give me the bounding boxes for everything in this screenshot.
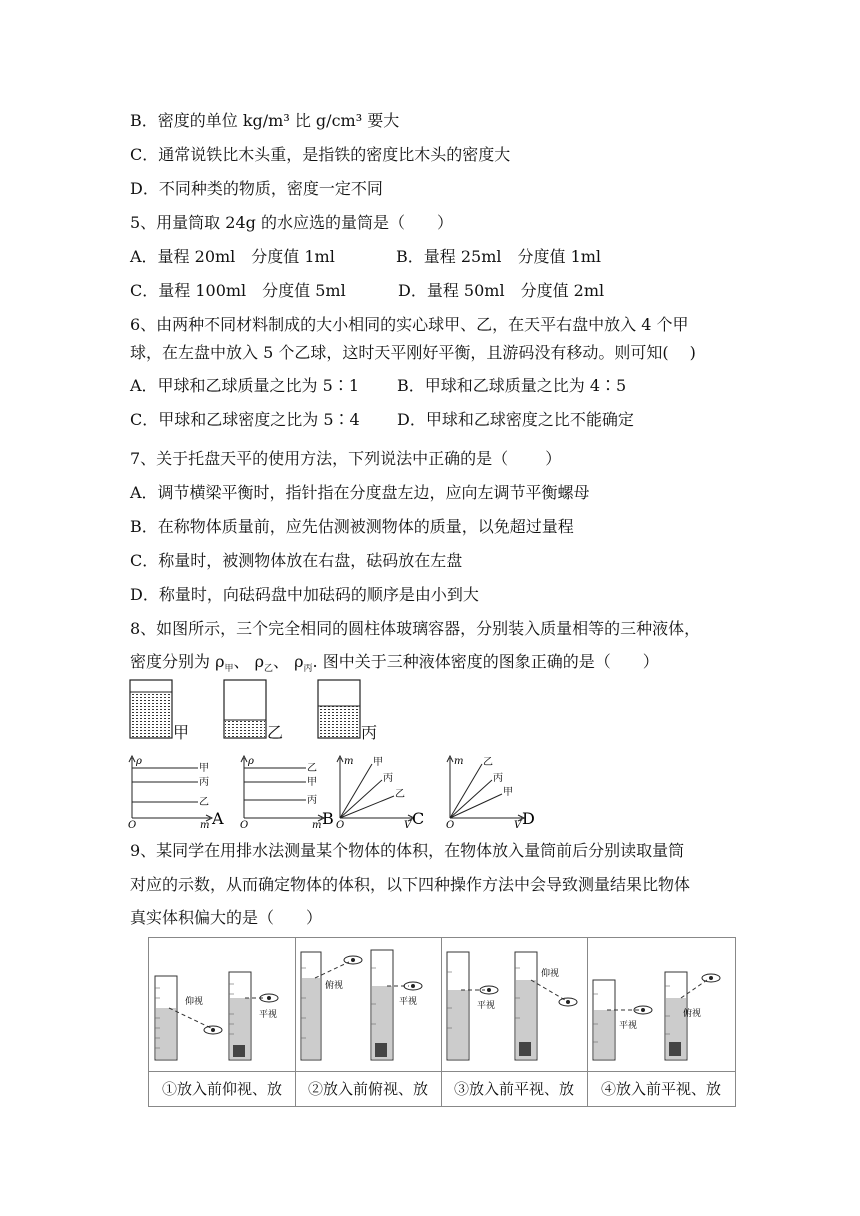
q8-graphs-svg: [126, 754, 566, 830]
q7-option-a: A．调节横梁平衡时，指针指在分度盘左边，应向左调节平衡螺母: [130, 483, 590, 502]
graph-c: [336, 756, 414, 830]
q6-option-a: A．甲球和乙球质量之比为 5∶1: [130, 376, 360, 395]
q9-diagram-1: [149, 938, 295, 1071]
q5-option-b: B．量程 25ml 分度值 1ml: [396, 247, 602, 266]
graph-c-letter: C: [412, 809, 425, 828]
graph-a-origin: O: [128, 820, 137, 830]
rho-sub-bing: 丙: [303, 664, 313, 675]
container-yi: [224, 680, 266, 738]
graph-c-yaxis: m: [344, 756, 354, 767]
graph-d-line-label: 乙: [483, 757, 493, 768]
q7-option-b: B．在称物体质量前，应先估测被测物体的质量，以免超过量程: [130, 517, 574, 536]
q8-sep: 、 ρ: [233, 652, 265, 671]
q5-option-c: C．量程 100ml 分度值 5ml: [130, 281, 346, 300]
graph-a-line-label: 乙: [199, 797, 209, 808]
q9-option-3: [441, 938, 588, 1106]
q5-option-a: A．量程 20ml 分度值 1ml: [130, 247, 335, 266]
q7-option-d: D．称量时，向砝码盘中加砝码的顺序是由小到大: [130, 585, 479, 604]
q9-caption-3: ③放入前平视、放: [441, 1071, 587, 1107]
graph-d-line-label: 甲: [503, 787, 513, 798]
graph-a-xaxis: m: [200, 820, 210, 830]
view-label: 平视: [259, 1010, 278, 1020]
graph-c-line-label: 丙: [383, 773, 393, 784]
q9-stem-line3: 真实体积偏大的是（ ）: [130, 908, 323, 927]
q8-stem-part: 密度分别为 ρ: [130, 652, 225, 671]
graph-d-line-label: 丙: [493, 773, 503, 784]
q8-stem-line2: [130, 651, 659, 680]
q6-option-c: C．甲球和乙球密度之比为 5∶4: [130, 410, 360, 429]
q9-diagram-3: [441, 938, 587, 1071]
graph-b-xaxis: m: [312, 820, 322, 830]
q6-stem-line1: 6、由两种不同材料制成的大小相同的实心球甲、乙，在天平右盘中放入 4 个甲: [130, 315, 689, 334]
view-label: 平视: [477, 1001, 496, 1011]
q8-sep: 、 ρ: [273, 652, 304, 671]
graph-c-line-label: 甲: [373, 757, 383, 768]
q9-stem-line1: 9、某同学在用排水法测量某个物体的体积，在物体放入量筒前后分别读取量筒: [130, 841, 685, 860]
view-label: 俯视: [325, 981, 344, 991]
graph-b: [240, 756, 324, 830]
q9-option-2: [295, 938, 442, 1106]
graph-a: [128, 756, 212, 830]
graph-d: [446, 756, 524, 830]
graph-d-letter: D: [522, 809, 535, 828]
container-jia: [130, 680, 172, 738]
graph-b-yaxis: ρ: [248, 756, 254, 767]
view-label: 平视: [619, 1021, 638, 1031]
q7-stem: 7、关于托盘天平的使用方法，下列说法中正确的是（ ）: [130, 449, 562, 468]
q6-stem-line2: 球，在左盘中放入 5 个乙球，这时天平刚好平衡，且游码没有移动。则可知( ): [130, 343, 696, 362]
graph-b-letter: B: [322, 809, 334, 828]
graph-b-line-label: 甲: [307, 777, 317, 788]
q9-caption-1: ①放入前仰视、放: [149, 1071, 295, 1107]
q8-stem-part: . 图中关于三种液体密度的图象正确的是（ ）: [312, 652, 659, 671]
view-label: 仰视: [541, 969, 560, 979]
q9-option-4: [587, 938, 735, 1106]
container-label-yi: 乙: [267, 723, 284, 742]
rho-sub-jia: 甲: [224, 664, 234, 675]
q9-diagram-2: [295, 938, 441, 1071]
q4-option-c: C．通常说铁比木头重，是指铁的密度比木头的密度大: [130, 145, 511, 164]
graph-c-line-label: 乙: [395, 789, 405, 800]
view-label: 平视: [399, 997, 418, 1007]
container-label-jia: 甲: [173, 723, 190, 742]
graph-a-letter: A: [212, 809, 224, 828]
q4-option-d: D．不同种类的物质，密度一定不同: [130, 179, 383, 198]
graph-d-yaxis: m: [454, 756, 464, 767]
q7-option-c: C．称量时，被测物体放在右盘，砝码放在左盘: [130, 551, 463, 570]
q6-option-b: B．甲球和乙球质量之比为 4∶5: [397, 376, 627, 395]
rho-sub-yi: 乙: [264, 664, 274, 675]
q4-option-b: B．密度的单位 kg/m³ 比 g/cm³ 要大: [130, 111, 400, 130]
q9-option-1: [149, 938, 296, 1106]
container-bing: [318, 680, 360, 738]
q9-stem-line2: 对应的示数，从而确定物体的体积，以下四种操作方法中会导致测量结果比物体: [130, 875, 691, 894]
q5-option-d: D．量程 50ml 分度值 2ml: [398, 281, 605, 300]
graph-b-origin: O: [240, 820, 249, 830]
graph-a-line-label: 丙: [199, 777, 209, 788]
graph-c-xaxis: V: [404, 820, 412, 830]
graph-d-xaxis: V: [514, 820, 522, 830]
view-label: 俯视: [683, 1009, 702, 1019]
graph-b-line-label: 丙: [307, 795, 317, 806]
q8-stem-line1: 8、如图所示，三个完全相同的圆柱体玻璃容器，分别装入质量相等的三种液体，: [130, 619, 701, 638]
q9-caption-4: ④放入前平视、放: [587, 1071, 735, 1107]
container-label-bing: 丙: [361, 723, 378, 742]
q5-stem: 5、用量筒取 24g 的水应选的量筒是（ ）: [130, 213, 453, 232]
view-label: 仰视: [185, 997, 204, 1007]
graph-d-origin: O: [446, 820, 455, 830]
graph-a-yaxis: ρ: [136, 756, 142, 767]
q9-caption-2: ②放入前俯视、放: [295, 1071, 441, 1107]
graph-b-line-label: 乙: [307, 763, 317, 774]
graph-a-line-label: 甲: [199, 763, 209, 774]
q8-graphs-figure: [126, 754, 566, 830]
q9-diagram-4: [587, 938, 735, 1071]
graph-c-origin: O: [336, 820, 345, 830]
q9-options-table: [148, 937, 736, 1107]
q6-option-d: D．甲球和乙球密度之比不能确定: [397, 410, 634, 429]
